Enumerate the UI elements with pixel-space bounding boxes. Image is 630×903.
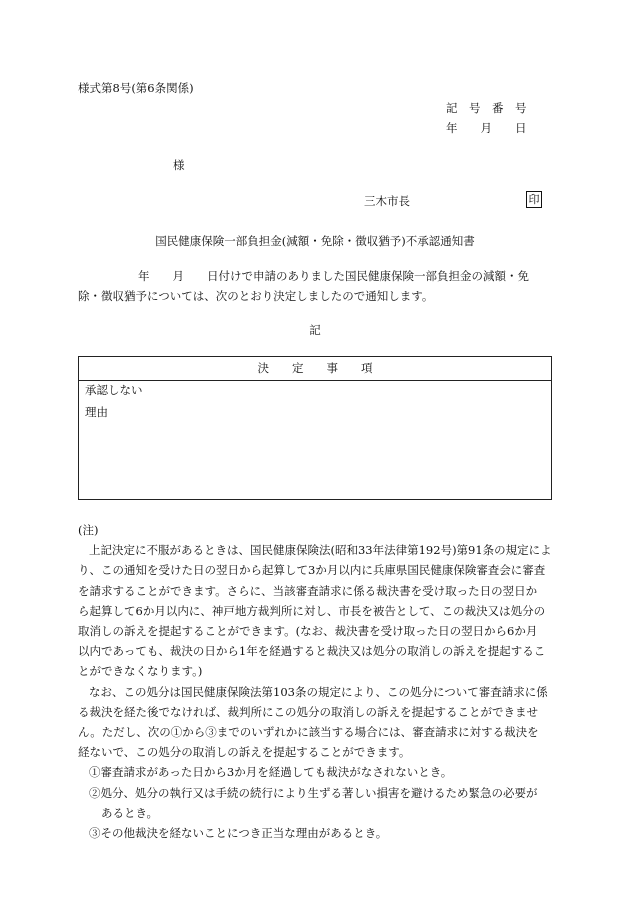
notes-p2-line: なお、この処分は国民健康保険法第103条の規定により、この処分について審査請求に係 <box>89 684 548 699</box>
notes-p1-line: 取消しの訴えを提起することができます。(なお、裁決書を受け取った日の翌日から6か月 <box>78 624 538 639</box>
addressee-honorific: 様 <box>173 158 185 172</box>
decision-header: 決 定 事 項 <box>79 357 551 381</box>
decision-result: 承認しない <box>85 383 143 397</box>
notes-p1-line: 以内であっても、裁決の日から1年を経過すると裁決又は処分の取消しの訴えを提起するこ <box>78 644 546 659</box>
decision-reason-label: 理由 <box>85 405 108 419</box>
body-paragraph <box>78 266 558 306</box>
document-title: 国民健康保険一部負担金(減額・免除・徴収猶予)不承認通知書 <box>155 234 475 248</box>
body-line-1: 年 月 日付けで申請のありました国民健康保険一部負担金の減額・免 <box>138 269 529 283</box>
notes-section <box>78 520 556 843</box>
notes-p1-line: り、この通知を受けた日の翌日から起算して3か月以内に兵庫県国民健康保険審査会に審査 <box>78 563 546 578</box>
document-number-label: 記 号 番 号 <box>446 101 527 115</box>
ki-heading: 記 <box>309 323 321 337</box>
notes-p2-line: る裁決を経た後でなければ、裁判所にこの処分の取消しの訴えを提起することができませ <box>78 704 538 719</box>
notes-p2-line: ん。ただし、次の①から③までのいずれかに該当する場合には、審査請求に対する裁決を <box>78 725 539 740</box>
notes-heading: (注) <box>78 523 99 537</box>
form-number: 様式第8号(第6条関係) <box>78 81 194 95</box>
notes-p1-line: を請求することができます。さらに、当該審査請求に係る裁決書を受け取った日の翌日か <box>78 583 538 598</box>
notes-p1-line: 上記決定に不服があるときは、国民健康保険法(昭和33年法律第192号)第91条の規定によ <box>89 543 552 558</box>
body-line-2: 除・徴収猶予については、次のとおり決定しましたので通知します。 <box>78 289 434 303</box>
notes-p2-line: 経ないで、この処分の取消しの訴えを提起することができます。 <box>78 745 411 760</box>
notes-item: ③その他裁決を経ないことにつき正当な理由があるとき。 <box>89 826 388 841</box>
notes-item: ②処分、処分の執行又は手続の続行により生ずる著しい損害を避けるため緊急の必要が <box>89 785 538 800</box>
seal-mark: 印 <box>526 191 542 208</box>
document-date-label: 年 月 日 <box>446 121 527 135</box>
notes-item: ①審査請求があった日から3か月を経過しても裁決がなされないとき。 <box>89 765 453 780</box>
notes-p1-line: ら起算して6か月以内に、神戸地方裁判所に対し、市長を被告として、この裁決又は処分の <box>78 603 546 618</box>
decision-table <box>78 356 552 500</box>
notes-p1-line: とができなくなります。) <box>78 664 203 679</box>
notes-item-continuation: あるとき。 <box>101 805 159 820</box>
issuer-name: 三木市長 <box>364 194 410 208</box>
